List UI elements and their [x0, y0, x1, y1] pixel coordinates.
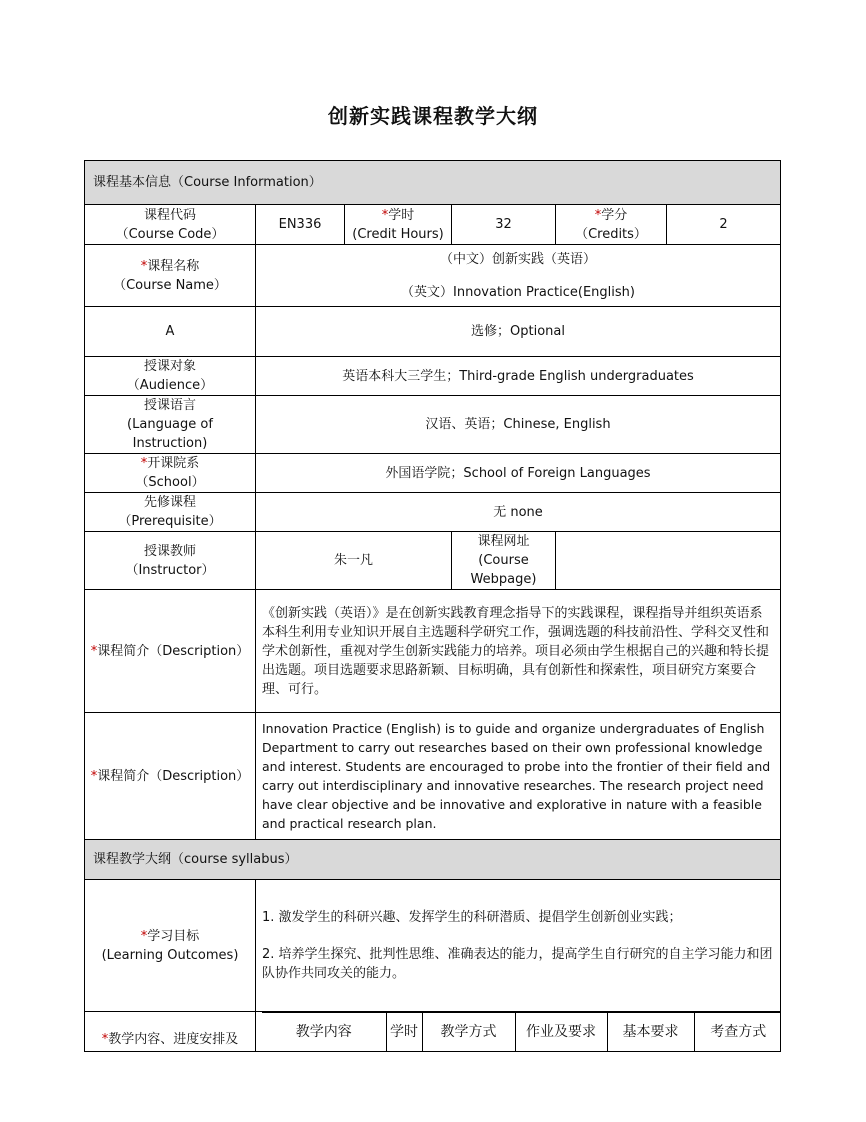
school-label: *开课院系 （School）: [85, 454, 256, 493]
course-code-value: EN336: [256, 205, 345, 245]
schedule-header-requirements: 基本要求: [607, 1013, 694, 1052]
language-label: 授课语言 (Language of Instruction): [85, 396, 256, 454]
credit-hours-value: 32: [452, 205, 556, 245]
learning-outcomes-text: 1. 激发学生的科研兴趣、发挥学生的科研潜质、提倡学生创新创业实践； 2. 培养学生探究、批判性思维、准确表达的能力，提高学生自行研究的自主学习能力和团队协作共同攻关的能力。: [256, 880, 781, 1012]
language-value: 汉语、英语；Chinese, English: [256, 396, 781, 454]
course-type-value: 选修；Optional: [256, 307, 781, 357]
credits-value: 2: [667, 205, 781, 245]
schedule-header-cell: [256, 1012, 781, 1052]
instructor-label: 授课教师 （Instructor）: [85, 532, 256, 590]
description-en-label: *课程简介（Description）: [85, 713, 256, 840]
course-type-label: A: [85, 307, 256, 357]
course-name-value: （中文）创新实践（英语） （英文）Innovation Practice(English): [256, 245, 781, 307]
course-webpage-label: 课程网址 (Course Webpage): [452, 532, 556, 590]
credits-label: *学分 （Credits）: [556, 205, 667, 245]
schedule-label: *教学内容、进度安排及: [85, 1012, 256, 1052]
description-cn-label: *课程简介（Description）: [85, 590, 256, 713]
section-course-info: 课程基本信息（Course Information）: [85, 161, 781, 205]
credit-hours-label: *学时 (Credit Hours): [345, 205, 452, 245]
instructor-value: 朱一凡: [256, 532, 452, 590]
course-name-label: *课程名称 （Course Name）: [85, 245, 256, 307]
schedule-header-assessment: 考查方式: [694, 1013, 781, 1052]
schedule-header-method: 教学方式: [422, 1013, 515, 1052]
description-en-text: Innovation Practice (English) is to guide and organize undergraduates of English Department to carry out researches based on their own professional knowledge and interest. Students are encouraged to probe into the frontier of their field and carry out interdisciplinary and innovative researches. The research project need have clear objective and be innovative and explorative in nature with a feasible and practical research plan.: [256, 713, 781, 840]
course-code-label: 课程代码 （Course Code）: [85, 205, 256, 245]
syllabus-table: [84, 160, 781, 1052]
section-course-syllabus: 课程教学大纲（course syllabus）: [85, 840, 781, 880]
schedule-header-homework: 作业及要求: [515, 1013, 607, 1052]
course-webpage-value[interactable]: [556, 532, 781, 590]
learning-outcomes-label: *学习目标 (Learning Outcomes): [85, 880, 256, 1012]
description-cn-text: 《创新实践（英语）》是在创新实践教育理念指导下的实践课程，课程指导并组织英语系本科生利用专业知识开展自主选题科学研究工作，强调选题的科技前沿性、学科交叉性和学术创新性，重视对学生创新实践能力的培养。项目必须由学生根据自己的兴趣和特长提出选题。项目选题要求思路新颖、目标明确，具有创新性和探索性，项目研究方案要合理、可行。: [256, 590, 781, 713]
schedule-header-table: [262, 1012, 781, 1051]
prerequisite-label: 先修课程 （Prerequisite）: [85, 493, 256, 532]
schedule-header-content: 教学内容: [262, 1013, 386, 1052]
audience-value: 英语本科大三学生；Third-grade English undergraduates: [256, 357, 781, 396]
audience-label: 授课对象 （Audience）: [85, 357, 256, 396]
page-title: 创新实践课程教学大纲: [328, 104, 538, 128]
school-value: 外国语学院；School of Foreign Languages: [256, 454, 781, 493]
prerequisite-value: 无 none: [256, 493, 781, 532]
schedule-header-hours: 学时: [386, 1013, 422, 1052]
